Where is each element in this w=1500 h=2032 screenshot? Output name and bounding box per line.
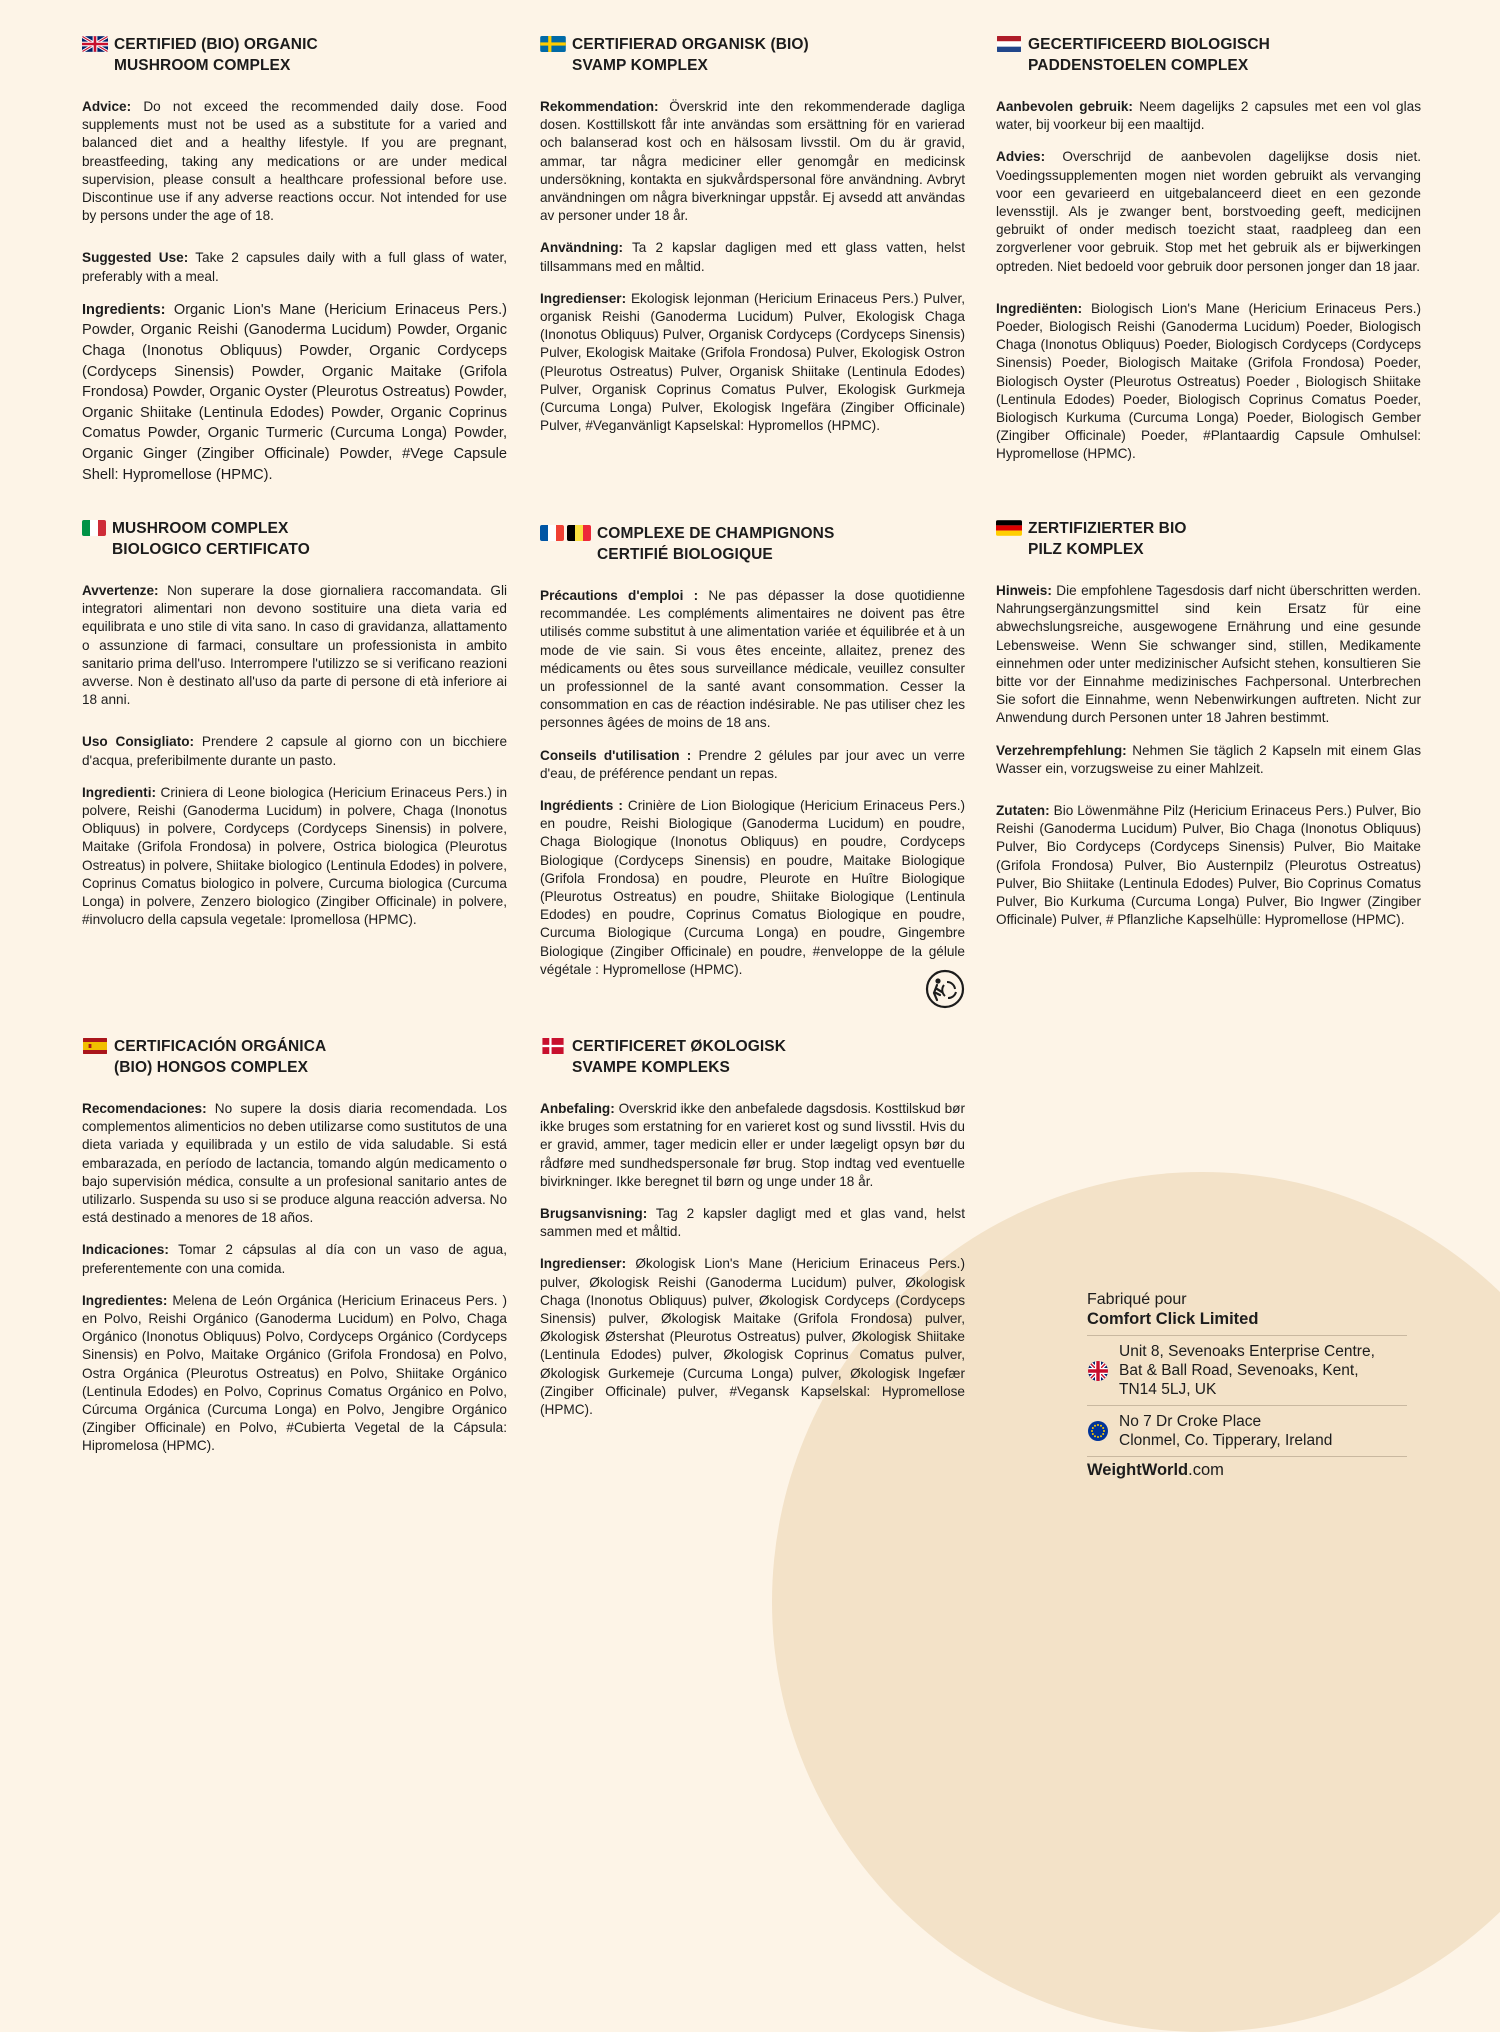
ingredients-paragraph: Ingredients: Organic Lion's Mane (Hericium Erinaceus Pers.) Powder, Organic Reishi (Ganoderma Lucidum) Powder, Organic Chaga (Inonotus Obliquus) Powder, Organic Cordyceps (Cordyceps Sinensis) Powder, Organic Maitake (Grifola Frondosa) Powder, Organic Oyster (Pleurotus Ostreatus) Powder, Organic Shiitake (Lentinula Edodes) Powder, Organic Coprinus Comatus Powder, Organic Turmeric (Curcuma Longa) Powder, Organic Ginger (Zingiber Officinale) Powder, #Vege Capsule Shell: Hypromellose (HPMC).: [82, 301, 508, 483]
advice-paragraph: Anbefaling: Overskrid ikke den anbefalede dagsdosis. Kosttilskud bør ikke bruges som erstatning for en varieret kost og sund livsstil. Hvis du er gravid, ammer, tager medicin eller er under lægeligt opsyn bør du rådføre med sundhedspersonale før brug. Stop indtag ved eventuelle bivirkninger. Ikke beregnet til børn og unge under 18 år.: [540, 1101, 965, 1189]
section-header: [540, 523, 965, 565]
section-title: CERTIFIED (BIO) ORGANIC MUSHROOM COMPLEX: [114, 36, 318, 74]
advice-paragraph: Advies: Overschrijd de aanbevolen dagelijkse dosis niet. Voedingssupplementen mogen niet worden gebruikt als vervanging voor een gevarieerd en uitgebalanceerd dieet en een gezonde levensstijl. Als je zwanger bent, borstvoeding geeft, medicijnen gebruikt of onder medisch toezicht staat, raadpleeg dan een zorgverlener voor gebruik. Stop met het gebruik als er bijwerkingen optreden. Niet bedoeld voor gebruik door personen jonger dan 18 jaar.: [996, 149, 1421, 274]
advice-paragraph: Précautions d'emploi : Ne pas dépasser la dose quotidienne recommandée. Les compléments alimentaires ne doivent pas être utilisés comme substitut à une alimentation variée et équilibrée et à un mode de vie sain. Si vous êtes enceinte, allaitez, prenez des médicaments ou êtes sous surveillance médicale, veuillez consulter un professionnel de la santé avant consommation. Cesser la consommation en cas de réaction indésirable. Ne pas utiliser chez les personnes âgées de moins de 18 ans.: [540, 588, 965, 731]
section-header: [540, 1036, 965, 1078]
uk-flag-icon: [1087, 1360, 1109, 1382]
eu-flag-icon: [1087, 1420, 1109, 1442]
uk-address: [1087, 1335, 1407, 1405]
usage-paragraph: Brugsanvisning: Tag 2 kapsler dagligt med et glas vand, helst sammen med et måltid.: [540, 1206, 965, 1240]
germany-flag-icon: [996, 520, 1022, 536]
section-header: [540, 34, 965, 76]
section-en: [82, 34, 507, 499]
usage-paragraph: Conseils d'utilisation : Prendre 2 gélules par jour avec un verre d'eau, de préférence pendant un repas.: [540, 747, 965, 781]
advice-paragraph: Recomendaciones: No supere la dosis diaria recomendada. Los complementos alimenticios no deben utilizarse como sustitutos de una dieta variada y equilibrada y un estilo de vida saludable. Si está embarazada, en período de lactancia, tomando algún medicamento o bajo supervisión médica, consulte a un profesional sanitario antes de utilizarlo. Suspenda su uso si se produce alguna reacción adversa. No está destinado a menores de 18 años.: [82, 1101, 507, 1226]
netherlands-flag-icon: [996, 36, 1022, 52]
advice-paragraph: Hinweis: Die empfohlene Tagesdosis darf nicht überschritten werden. Nahrungsergänzungsmittel sind kein Ersatz für eine abwechslungsreiche, ausgewogene Ernährung und eine gesunde Lebensweise. Wenn Sie schwanger sind, stillen, Medikamente einnehmen oder unter medizinischer Aufsicht stehen, konsultieren Sie bitte vor der Einnahme medizinisches Fachpersonal. Unterbrechen Sie sofort die Einnahme, wenn Nebenwirkungen auftreten. Nicht zur Anwendung durch Personen unter 18 Jahren bestimmt.: [996, 583, 1421, 726]
section-es: [82, 1036, 507, 1470]
section-title: GECERTIFICEERD BIOLOGISCH PADDENSTOELEN COMPLEX: [1028, 36, 1270, 74]
italy-flag-icon: [82, 520, 106, 536]
advice-paragraph: Advice: Do not exceed the recommended daily dose. Food supplements must not be used as a substitute for a varied and balanced diet and a healthy lifestyle. If you are pregnant, breastfeeding, taking any medications or are under medical supervision, please consult a healthcare professional before use. Discontinue use if any adverse reactions occur. Not intended for use by persons under the age of 18.: [82, 99, 507, 224]
belgium-flag-icon: [567, 525, 591, 541]
usage-paragraph: Suggested Use: Take 2 capsules daily with a full glass of water, preferably with a meal.: [82, 250, 508, 284]
section-header: [82, 1036, 507, 1078]
usage-paragraph: Användning: Ta 2 kapslar dagligen med ett glass vatten, helst tillsammans med en måltid.: [540, 240, 965, 274]
usage-paragraph: Aanbevolen gebruik: Neem dagelijks 2 capsules met een vol glas water, bij voorkeur bij een maaltijd.: [996, 99, 1421, 133]
ie-address-text: No 7 Dr Croke Place Clonmel, Co. Tipperary, Ireland: [1119, 1413, 1333, 1449]
ingredients-paragraph: Ingredientes: Melena de León Orgánica (Hericium Erinaceus Pers. ) en Polvo, Reishi Orgánico (Ganoderma Lucidum) en Polvo, Chaga Orgánico (Inonotus Obliquus) Polvo, Cordyceps Orgánico (Cordyceps Sinensis) en Polvo, Maitake Orgánico (Grifola Frondosa) en Polvo, Ostra Orgánica (Pleurotus Ostreatus) en Polvo, Shiitake Orgánico (Lentinula Edodes) en Polvo, Coprinus Comatus Orgánico en Polvo, Cúrcuma Orgánica (Curcuma Longa) en Polvo, Jengibre Orgánico (Zingiber Officinale) en Polvo, #Cubierta Vegetal de la Cápsula: Hipromelosa (HPMC).: [82, 1292, 507, 1454]
ingredients-paragraph: Ingredienti: Criniera di Leone biologica (Hericium Erinaceus Pers.) in polvere, Reishi (Ganoderma Lucidum) in polvere, Chaga (Inonotus Obliquus) in polvere, Cordyceps (Cordyceps Sinensis) in polvere, Maitake (Grifola Frondosa) in polvere, Ostrica biologica (Pleurotus Ostreatus) in polvere, Shiitake biologico (Lentinula Edodes) in polvere, Coprinus Comatus biologico in polvere, Curcuma biologica (Curcuma Longa) in polvere, Zenzero biologico (Zingiber Officinale) in polvere, #involucro della capsula vegetale: Ipromellosa (HPMC).: [82, 784, 507, 928]
ingredients-paragraph: Ingrédients : Crinière de Lion Biologique (Hericium Erinaceus Pers.) en poudre, Reishi Biologique (Ganoderma Lucidum) en poudre, Chaga Biologique (Inonotus Obliquus) en poudre, Cordyceps Biologique (Cordyceps Sinensis) en poudre, Maitake Biologique (Grifola Frondosa) en poudre, Pleurote en Huître Biologique (Pleurotus Ostreatus) en poudre, Shiitake Biologique (Lentinula Edodes) en poudre, Coprinus Comatus Biologique en poudre, Curcuma Biologique (Curcuma Longa) en poudre, Gingembre Biologique (Zingiber Officinale) en poudre, #enveloppe de la gélule végétale : Hypromellose (HPMC).: [540, 798, 965, 977]
denmark-flag-icon: [540, 1038, 566, 1054]
ie-address: [1087, 1405, 1407, 1456]
website-link[interactable]: WeightWorld.com: [1087, 1456, 1407, 1480]
company-name: Comfort Click Limited: [1087, 1310, 1259, 1328]
section-header: [996, 34, 1421, 76]
ingredients-paragraph: Ingredienser: Ekologisk lejonman (Hericium Erinaceus Pers.) Pulver, organisk Reishi (Ganoderma Lucidum) Pulver, Ekologisk Chaga (Inonotus Obliquus) Pulver, Organisk Cordyceps (Cordyceps Sinensis) Pulver, Ekologisk Maitake (Grifola Frondosa) Pulver, Ekologisk Ostron (Pleurotus Ostreatus) Pulver, Organisk Shiitake (Lentinula Edodes) Pulver, Organisk Coprinus Comatus Pulver, Ekologisk Gurkmeja (Curcuma Longa) Pulver, Ekologisk Ingefära (Zingiber Officinale) Pulver, #Veganvänligt Kapselskal: Hypromellos (HPMC).: [540, 290, 965, 434]
section-header: [996, 518, 1421, 560]
section-it: [82, 518, 507, 943]
advice-paragraph: Rekommendation: Överskrid inte den rekommenderade dagliga dosen. Kosttillskott får inte användas som ersättning för en varierad och balanserad kost och en hälsosam livsstil. Om du är gravid, ammar, tar några mediciner eller genomgår en medicinsk undersökning, kontakta en sjukvårdspersonal före användning. Avbryt användningen om några biverkningar uppstår. Ej avsedd att användas av personer under 18 år.: [540, 99, 965, 224]
uk-flag-icon: [82, 36, 108, 52]
section-da: [540, 1036, 965, 1433]
section-title: CERTIFIERAD ORGANISK (BIO) SVAMP KOMPLEX: [572, 36, 809, 74]
triman-recycle-icon: [925, 969, 965, 1009]
manufacturer-block: [1087, 1290, 1407, 1480]
usage-paragraph: Verzehrempfehlung: Nehmen Sie täglich 2 Kapseln mit einem Glas Wasser ein, vorzugsweise zu einer Mahlzeit.: [996, 742, 1421, 776]
section-title: COMPLEXE DE CHAMPIGNONS CERTIFIÉ BIOLOGIQUE: [597, 525, 835, 563]
sweden-flag-icon: [540, 36, 566, 52]
section-title: MUSHROOM COMPLEX BIOLOGICO CERTIFICATO: [112, 520, 310, 558]
section-title: ZERTIFIZIERTER BIO PILZ KOMPLEX: [1028, 520, 1187, 558]
uk-address-text: Unit 8, Sevenoaks Enterprise Centre, Bat & Ball Road, Sevenoaks, Kent, TN14 5LJ, UK: [1119, 1343, 1375, 1398]
section-nl: [996, 34, 1421, 478]
usage-paragraph: Indicaciones: Tomar 2 cápsulas al día con un vaso de agua, preferentemente con una comida.: [82, 1242, 507, 1276]
section-title: CERTIFICERET ØKOLOGISK SVAMPE KOMPLEKS: [572, 1038, 787, 1076]
spain-flag-icon: [82, 1038, 108, 1054]
section-sv: [540, 34, 965, 449]
section-title: CERTIFICACIÓN ORGÁNICA (BIO) HONGOS COMPLEX: [114, 1038, 327, 1076]
made-for-label: Fabriqué pour: [1087, 1291, 1187, 1308]
section-de: [996, 518, 1421, 943]
ingredients-paragraph: Ingredienser: Økologisk Lion's Mane (Hericium Erinaceus Pers.) pulver, Økologisk Reishi (Ganoderma Lucidum) pulver, Økologisk Chaga (Inonotus Obliquus) pulver, Økologisk Cordyceps (Cordyceps Sinensis) pulver, Økologisk Maitake (Grifola Frondosa) pulver, Økologisk Østershat (Pleurotus Ostreatus) pulver, Økologisk Shiitake (Lentinula Edodes) pulver, Økologisk Coprinus Comatus pulver, Økologisk Gurkemeje (Curcuma Longa) pulver, Økologisk Ingefær (Zingiber Officinale) pulver, #Vegansk Kapselskal: Hypromellose (HPMC).: [540, 1256, 965, 1418]
usage-paragraph: Uso Consigliato: Prendere 2 capsule al giorno con un bicchiere d'acqua, preferibilmente durante un pasto.: [82, 734, 508, 768]
advice-paragraph: Avvertenze: Non superare la dose giornaliera raccomandata. Gli integratori alimentari non devono sostituire una dieta varia ed equilibrata e uno stile di vita sano. In caso di gravidanza, allattamento o assunzione di farmaci, consultare un professionista in ambito sanitario prima dell'uso. Interrompere l'utilizzo se si verificano reazioni avverse. Non è destinato all'uso da parte di persone di età inferiore ai 18 anni.: [82, 583, 507, 708]
ingredients-paragraph: Ingrediënten: Biologisch Lion's Mane (Hericium Erinaceus Pers.) Poeder, Biologisch Reishi (Ganoderma Lucidum) Poeder, Biologisch Chaga (Inonotus Obliquus) Poeder, Biologisch Cordyceps (Cordyceps Sinensis) Poeder, Biologisch Maitake (Grifola Frondosa) Poeder, Biologisch Oyster (Pleurotus Ostreatus) Poeder , Biologisch Shiitake (Lentinula Edodes) Poeder, Biologisch Coprinus Comatus Poeder, Biologisch Kurkuma (Curcuma Longa) Poeder, Biologisch Gember (Zingiber Officinale) Poeder, #Plantaardig Capsule Omhulsel: Hypromellose (HPMC).: [996, 300, 1421, 462]
section-header: [82, 34, 507, 76]
france-flag-icon: [540, 525, 564, 541]
section-fr: [540, 523, 965, 993]
section-header: [82, 518, 507, 560]
ingredients-paragraph: Zutaten: Bio Löwenmähne Pilz (Hericium Erinaceus Pers.) Pulver, Bio Reishi (Ganoderma Lucidum) Pulver, Bio Chaga (Inonotus Obliquus) Pulver, Bio Cordyceps (Cordyceps Sinensis) Pulver, Bio Maitake (Grifola Frondosa) Pulver, Bio Austernpilz (Pleurotus Ostreatus) Pulver, Bio Shiitake (Lentinula Edodes) Pulver, Bio Coprinus Comatus Pulver, Bio Kurkuma (Curcuma Longa) Pulver, Bio Ingwer (Zingiber Officinale) Pulver, # Pflanzliche Kapselhülle: Hypromellose (HPMC).: [996, 803, 1421, 928]
